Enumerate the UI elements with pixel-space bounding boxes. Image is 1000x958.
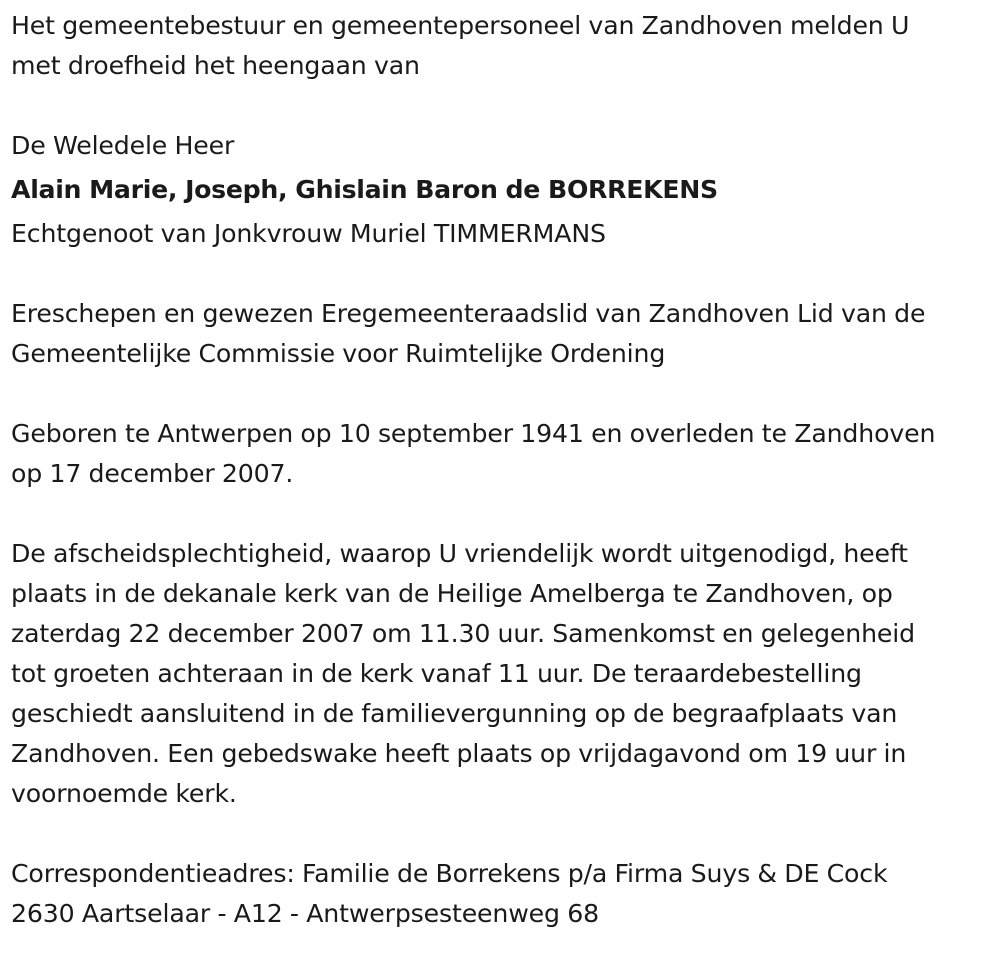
spouse-line: Echtgenoot van Jonkvrouw Muriel TIMMERMANS [11,219,606,248]
functions-line: Gemeentelijke Commissie voor Ruimtelijke Ordening [11,339,666,368]
birth-death-line: Geboren te Antwerpen op 10 september 1941 en overleden te Zandhoven [11,419,936,448]
functions-paragraph [11,294,996,374]
ceremony-line: plaats in de dekanale kerk van de Heilige Amelberga te Zandhoven, op [11,579,893,608]
ceremony-line: De afscheidsplechtigheid, waarop U vriendelijk wordt uitgenodigd, heeft [11,539,908,568]
paragraph-gap [11,254,996,294]
ceremony-line: tot groeten achteraan in de kerk vanaf 11 uur. De teraardebestelling [11,659,862,688]
intro-paragraph [11,6,996,86]
intro-line: met droefheid het heengaan van [11,51,420,80]
correspondence-line: 2630 Aartselaar - A12 - Antwerpsesteenweg 68 [11,899,599,928]
paragraph-gap [11,494,996,534]
birth-death-line: op 17 december 2007. [11,459,294,488]
functions-line: Ereschepen en gewezen Eregemeenteraadslid van Zandhoven Lid van de [11,299,926,328]
correspondence-line: Correspondentieadres: Familie de Borrekens p/a Firma Suys & DE Cock [11,859,888,888]
intro-line: Het gemeentebestuur en gemeentepersoneel van Zandhoven melden U [11,11,910,40]
paragraph-gap [11,814,996,854]
death-announcement [11,6,996,934]
ceremony-line: Zandhoven. Een gebedswake heeft plaats op vrijdagavond om 19 uur in [11,739,907,768]
ceremony-line: zaterdag 22 december 2007 om 11.30 uur. Samenkomst en gelegenheid [11,619,915,648]
paragraph-gap [11,86,996,126]
paragraph-gap [11,374,996,414]
correspondence-paragraph [11,854,996,934]
birth-death-paragraph [11,414,996,494]
ceremony-line: geschiedt aansluitend in de familievergunning op de begraafplaats van [11,699,898,728]
honorific-title: De Weledele Heer [11,131,235,160]
deceased-name: Alain Marie, Joseph, Ghislain Baron de BORREKENS [11,175,718,204]
ceremony-paragraph [11,534,996,814]
ceremony-line: voornoemde kerk. [11,779,237,808]
